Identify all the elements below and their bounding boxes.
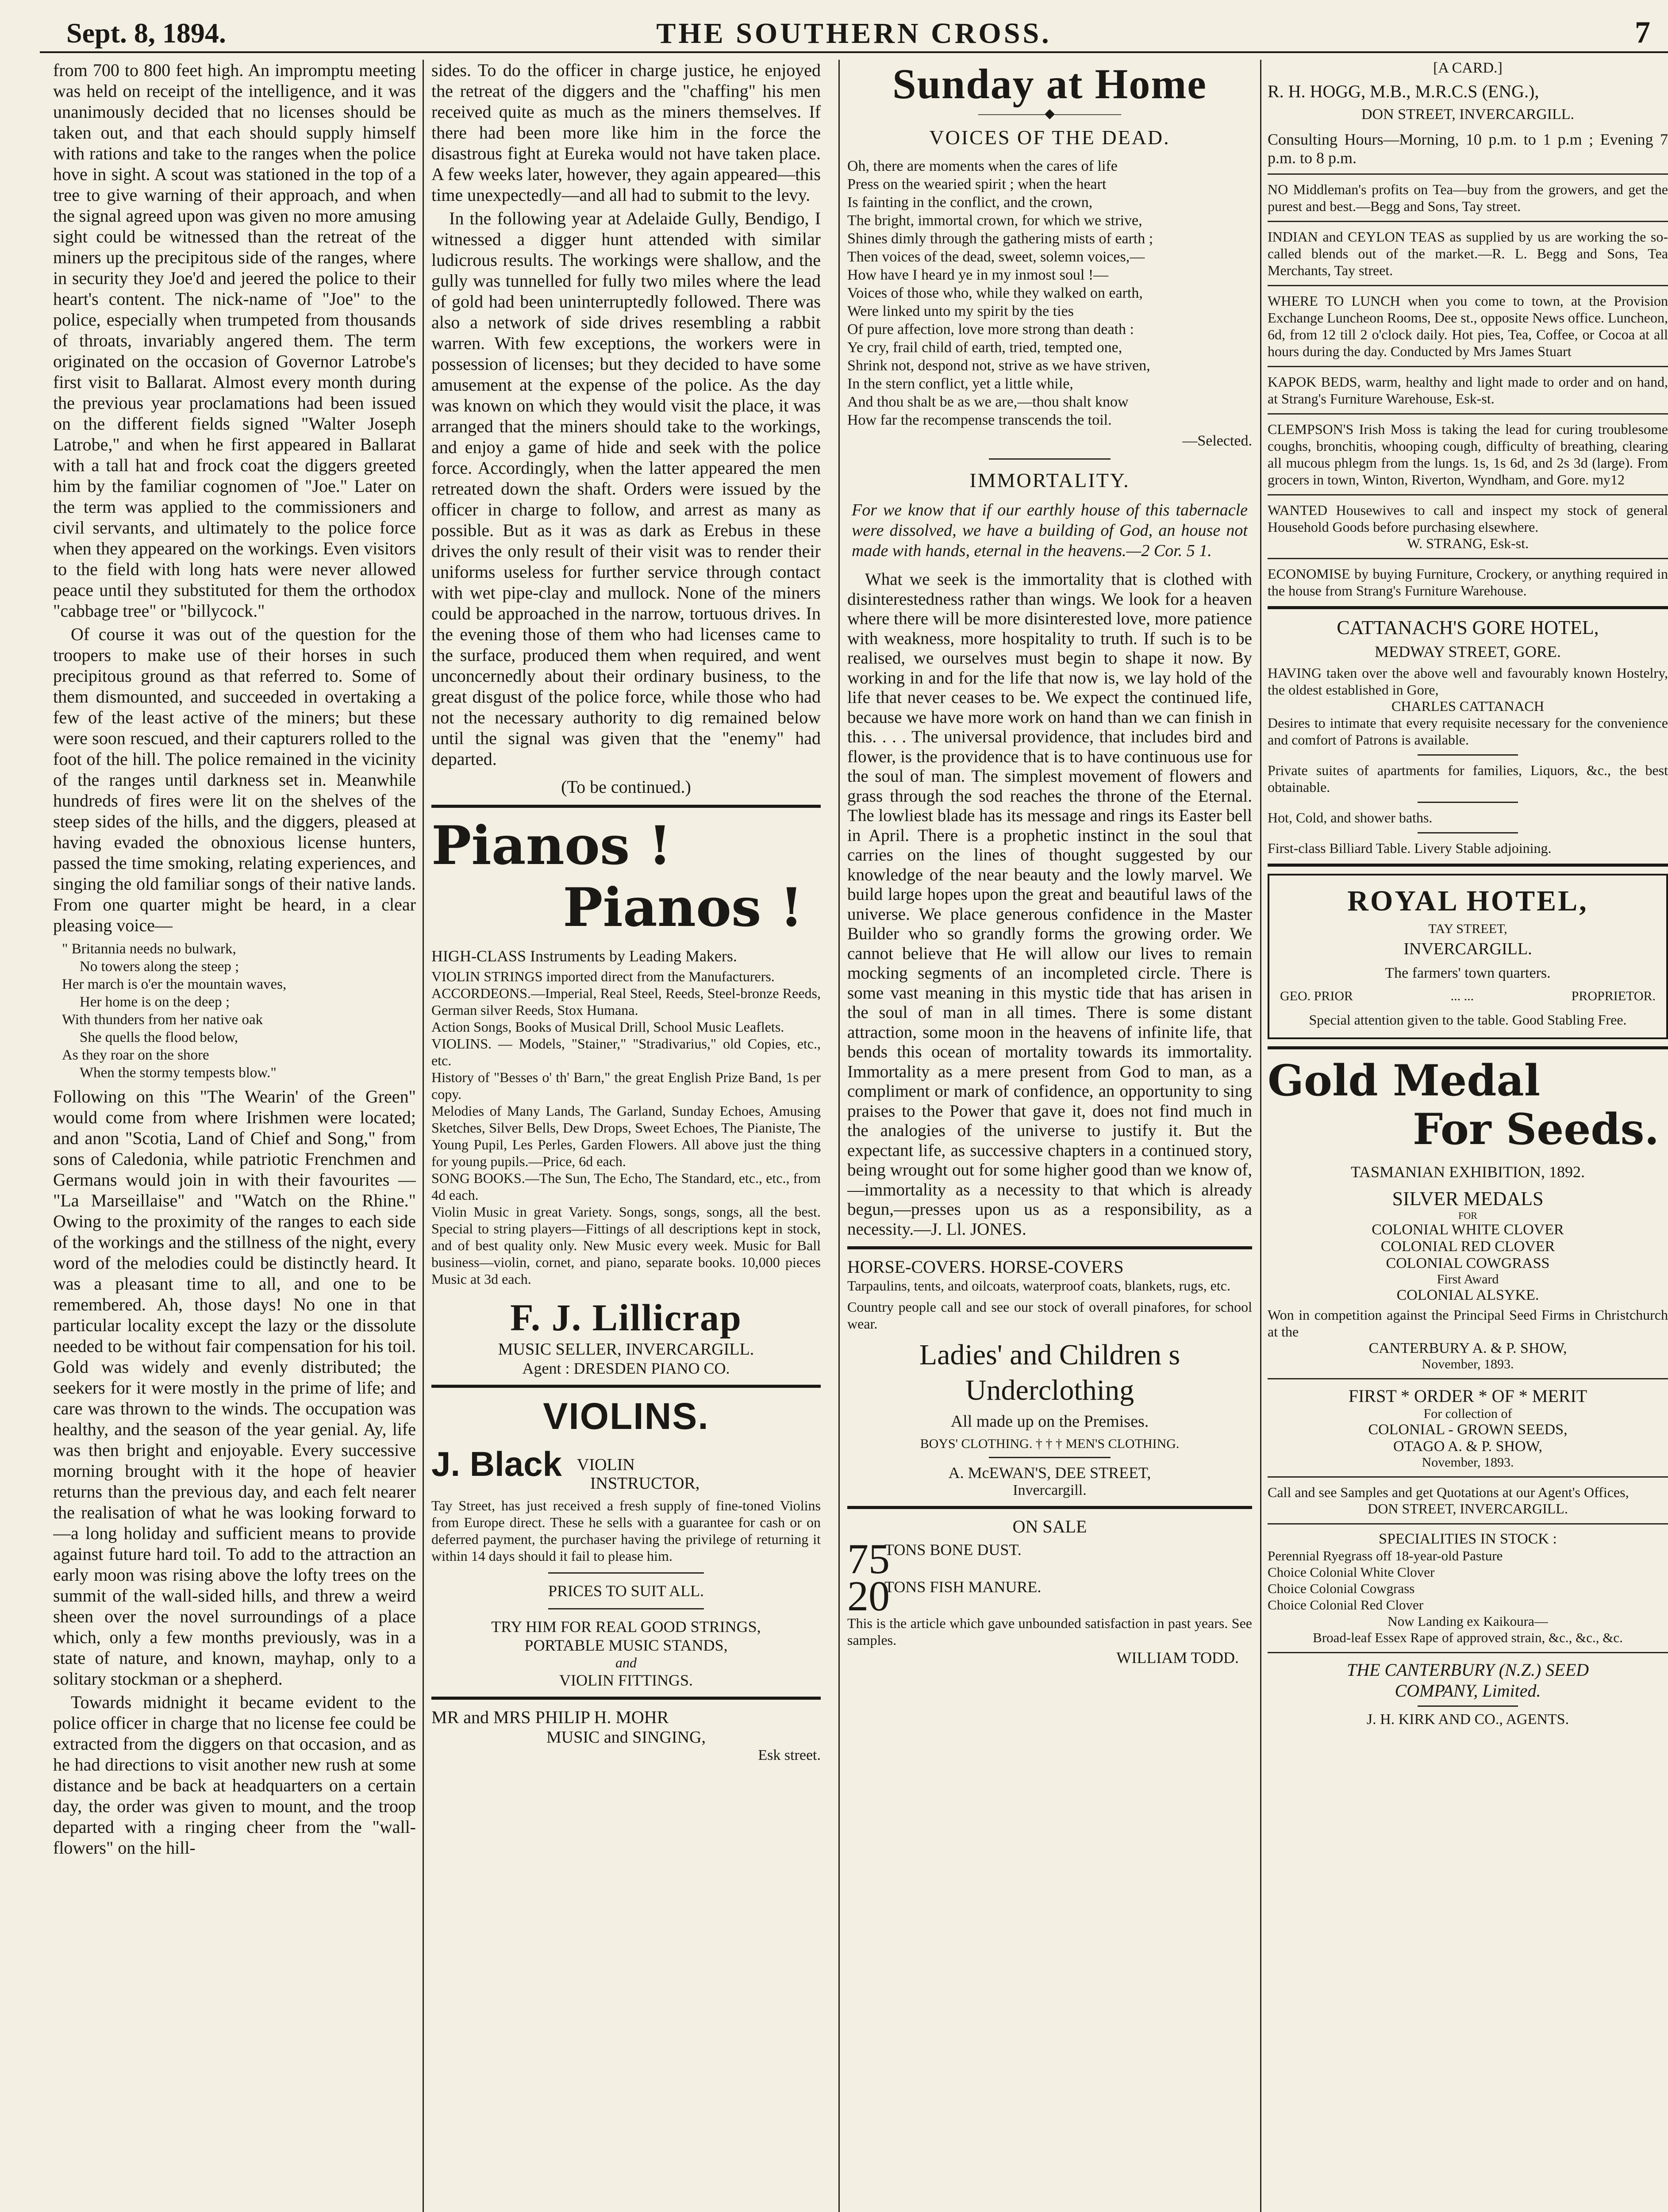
verse-line: Shines dimly through the gathering mists of earth ; <box>847 230 1153 247</box>
verse-line: The bright, immortal crown, for which we strive, <box>847 212 1142 229</box>
violins-advert <box>431 1395 821 1690</box>
verse-line: Were linked unto my spirit by the ties <box>847 303 1074 319</box>
divider <box>1418 754 1518 756</box>
seller-name: F. J. Lillicrap <box>510 1296 742 1339</box>
advert-line: For collection of <box>1423 1406 1512 1421</box>
advert-line: Action Songs, Books of Musical Drill, School Music Leaflets. <box>431 1019 784 1035</box>
violins-headline: VIOLINS. <box>543 1395 709 1437</box>
small-advert: WANTED Housewives to call and inspect my stock of general Household Goods before purchasing elsewhere. <box>1268 502 1668 535</box>
divider <box>1418 832 1518 833</box>
column-rule <box>423 60 424 2212</box>
article-paragraph: Of course it was out of the question for the troopers to make use of their horses in such precipitous ground as that referred to. Some of them dismounted, and succeeded in overtaking a few of the least active of the miners; but these were soon rescued, and their capturers rolled to the foot of the hill. The police remained in the vicinity of the ranges until darkness set in. Meanwhile hundreds of fires were lit on the shelves of the steep sides of the hills, and the diggers, pleased at having evaded the obnoxious license hunters, passed the time smoking, relating experiences, and singing the old familiar songs of their native lands. From one quarter might be heard, in a clear pleasing voice— <box>53 624 416 935</box>
small-advert: INDIAN and CEYLON TEAS as supplied by us are working the so-called blends out of the market.—R. L. Begg and Sons, Tea Merchants, Tay street. <box>1268 229 1668 278</box>
column-rule <box>1260 60 1261 2212</box>
divider <box>1268 1652 1668 1653</box>
advert-line: HORSE-COVERS. HORSE-COVERS <box>847 1257 1124 1277</box>
stock-line: Choice Colonial Cowgrass <box>1268 1581 1415 1596</box>
advert-line: November, 1893. <box>1422 1455 1514 1470</box>
advert-title: ON SALE <box>1012 1517 1087 1536</box>
royal-hotel-advert <box>1268 874 1668 1039</box>
advert-line: DON STREET, INVERCARGILL. <box>1361 106 1574 123</box>
advert-line: ACCORDEONS.—Imperial, Real Steel, Reeds, Steel-bronze Reeds, German silver Reeds, Stox Humana. <box>431 985 821 1018</box>
advert-line: Consulting Hours—Morning, 10 p.m. to 1 p.m ; Evening 7 p.m. to 8 p.m. <box>1268 131 1668 167</box>
small-advert: KAPOK BEDS, warm, healthy and light made to order and on hand, at Strang's Furniture Warehouse, Esk-st. <box>1268 374 1668 407</box>
advert-line: and <box>615 1655 637 1671</box>
gold-medal-headline: Gold Medal <box>1268 1056 1541 1106</box>
verse-line: When the stormy tempests blow." <box>80 1065 277 1081</box>
teacher-name: J. Black <box>431 1444 562 1483</box>
advert-line: Special attention given to the table. Good Stabling Free. <box>1309 1012 1627 1028</box>
verse-line: With thunders from her native oak <box>62 1012 263 1028</box>
advert-line: All made up on the Premises. <box>950 1412 1149 1431</box>
advert-line: SONG BOOKS.—The Sun, The Echo, The Standard, etc., etc., from 4d each. <box>431 1170 821 1203</box>
verse-line: Is fainting in the conflict, and the crown, <box>847 194 1093 211</box>
column-rule <box>838 60 840 2212</box>
verse-line: Then voices of the dead, sweet, solemn voices,— <box>847 249 1145 265</box>
pianos-headline: Pianos ! <box>563 876 803 939</box>
company-name: COMPANY, Limited. <box>1395 1681 1541 1701</box>
verse-line: How far the recompense transcends the toil. <box>847 412 1112 428</box>
gold-medal-headline: For Seeds. <box>1412 1104 1659 1154</box>
advert-line: CHARLES CATTANACH <box>1391 698 1544 714</box>
advert-line: FIRST * ORDER * OF * MERIT <box>1348 1386 1587 1406</box>
advert-line: Melodies of Many Lands, The Garland, Sunday Echoes, Amusing Sketches, Silver Bells, Dew Drops, Sweet Echoes, The Pianiste, The Young Pupil, Les Perles, Garden Flowers. All above just the thing for young pupils.—Price, 6d each. <box>431 1103 821 1169</box>
todd-advert <box>847 1516 1252 1667</box>
divider <box>847 1506 1252 1509</box>
divider <box>1268 1523 1668 1525</box>
verse-line: Ye cry, frail child of earth, tried, tempted one, <box>847 339 1122 356</box>
poem <box>847 157 1252 429</box>
essay-paragraph: What we seek is the immortality that is clothed with disinterestedness rather than wings. We look for a heaven where there will be more disinterested love, more patience with weakness, more hospitality to truth. If such is to be realised, we ourselves must begin to shape it now. By working in and for the life that now is, we lay hold of the life that never ceases to be. We expect the continued life, because we have more work on hand than we can finish in this. . . . The universal providence, that includes bird and flower, is the providence that is to have continuous use for the soul of man. The simplest movement of flowers and grass through the sod reaches the throne of the Eternal. The lowliest blade has its message and rings its Easter bell in April. There is a prophetic instinct in the soul that carries on the lines of thought suggested by our knowledge of the near beauty and the lowly marvel. We build large hopes upon the great and beautiful laws of the universe. We place generous confidence in the Master Builder who so grandly forms the growing order. We cannot believe that He will allow our lives to remain mocking segments of an incompleted circle. There is some vast meaning in this mystic tide that has arisen in the soul of man in all times. There is some distant attraction, some moon in the heavens of infinite life, that bends this ocean of mortality towards its immortality. Immortality as a mere present from God to man, as a compliment or mark of confidence, an opportunity to sing praises to the Power that gave it, does not find much in the analogies of the universe to justify it. But the expectant life, as successive chapters in a continued story, being wrought out for some higher good than we know of,—immortality as a necessity to that which is already begun,—presses upon us as a responsibility, as a necessity.—J. Ll. JONES. <box>847 570 1252 1239</box>
verse-line: Shrink not, despond not, strive as we have striven, <box>847 357 1150 374</box>
verse-line: " Britannia needs no bulwark, <box>62 941 236 957</box>
advert-line: BOYS' CLOTHING. † † † MEN'S CLOTHING. <box>920 1436 1180 1451</box>
advert-line: VIOLIN STRINGS imported direct from the Manufacturers. <box>431 968 775 984</box>
column-2 <box>431 60 821 1764</box>
small-advert: CLEMPSON'S Irish Moss is taking the lead for curing troublesome coughs, bronchitis, whooping cough, difficulty of breathing, clearing all mucous phlegm from the lungs. 1s, 1s 6d, and 2s 3d (large). From grocers in town, Winton, Riverton, Wyndham, and Gore. my12 <box>1268 421 1668 488</box>
verse-line: And thou shalt be as we are,—thou shalt know <box>847 394 1129 410</box>
verse-line: She quells the flood below, <box>80 1029 238 1045</box>
seed-line: COLONIAL WHITE CLOVER <box>1372 1221 1564 1238</box>
verse-line: Her home is on the deep ; <box>80 994 230 1010</box>
advert-line: MR and MRS PHILIP H. MOHR <box>431 1707 669 1728</box>
article-paragraph: from 700 to 800 feet high. An impromptu meeting was held on receipt of the intelligence, and it was unanimously decided that no licenses should be taken out, and that each should supply himself with rations and take to the ranges when the police hove in sight. A scout was stationed in the top of a tree to give warning of their approach, and when the signal agreed upon was given no more amusing sight could be witnessed than the retreat of the miners up the precipitous side of the ranges, where in security they Joe'd and jeered the police to their heart's content. The nick-name of "Joe" to the police, especially when trumpeted from thousands of throats, invariably angered them. The term originated on the occasion of Governor Latrobe's first visit to Ballarat. Almost every month during the previous year proclamations had been issued on the different fields signed "Walter Joseph Latrobe," and when he first appeared in Ballarat with a tall hat and frock coat the diggers greeted him by the familiar cognomen of "Joe." Later on the term was applied to the commissioners and civil servants, and ultimately to the police force when they appeared on the workings. Even visitors to the field with long hats were never allowed peace until they substituted for them the orthodox "cabbage tree" or "billycock." <box>53 60 416 621</box>
divider <box>1418 1705 1518 1707</box>
advert-line: R. H. HOGG, M.B., M.R.C.S (ENG.), <box>1268 81 1539 101</box>
advert-line: SILVER MEDALS <box>1392 1188 1544 1210</box>
divider <box>1268 413 1668 415</box>
advert-line: COLONIAL - GROWN SEEDS, <box>1368 1421 1568 1438</box>
stock-line: Broad-leaf Essex Rape of approved strain, &c., &c., &c. <box>1313 1630 1623 1645</box>
divider <box>989 1457 1111 1458</box>
masthead-title: THE SOUTHERN CROSS. <box>656 17 1052 50</box>
verse-line: How have I heard ye in my inmost soul !— <box>847 267 1109 283</box>
divider <box>1268 173 1668 175</box>
advert-line: Won in competition against the Principal Seed Firms in Christchurch at the <box>1268 1307 1668 1340</box>
divider <box>431 1697 821 1700</box>
seed-line: COLONIAL COWGRASS <box>1386 1255 1550 1271</box>
advert-line: MEDWAY STREET, GORE. <box>1375 643 1561 661</box>
verse-line: As they roar on the shore <box>62 1047 209 1063</box>
divider <box>1268 864 1668 867</box>
divider <box>1268 558 1668 559</box>
advert-line: Violin Music in great Variety. Songs, songs, songs, all the best. Special to string players—Fittings of all descriptions kept in stock, and of best quality only. New Music every week. Music for Ball business—violin, cornet, and piano, separate books. 10,000 pieces Music at 3d each. <box>431 1204 821 1287</box>
quantity: 75 <box>847 1535 890 1582</box>
seed-line: COLONIAL ALSYKE. <box>1396 1287 1539 1303</box>
advert-line: PORTABLE MUSIC STANDS, <box>524 1636 728 1655</box>
divider <box>548 1608 704 1609</box>
advert-line: TASMANIAN EXHIBITION, 1892. <box>1350 1163 1585 1181</box>
article-paragraph: sides. To do the officer in charge justice, he enjoyed the retreat of the diggers and the "chaffing" his men received quite as much as the miners themselves. If there had been more like him in the force the disastrous fight at Eureka would not have taken place. A few weeks later, however, they again appeared—this time unexpectedly—and all had to submit to the levy. <box>431 60 821 205</box>
seller-title: MUSIC SELLER, INVERCARGILL. <box>498 1340 754 1359</box>
verse-line: Of pure affection, love more strong than death : <box>847 321 1134 338</box>
advert-line: CANTERBURY A. & P. SHOW, <box>1368 1340 1567 1356</box>
advert-line: Call and see Samples and get Quotations at our Agent's Offices, <box>1268 1484 1629 1500</box>
card-label: [A CARD.] <box>1433 60 1503 76</box>
advert-line: TONS BONE DUST. <box>884 1541 1022 1559</box>
stock-line: Now Landing ex Kaikoura— <box>1387 1613 1548 1629</box>
small-advert: WHERE TO LUNCH when you come to town, at the Provision Exchange Luncheon Rooms, Dee st., opposite News office. Luncheon, 6d, from 12 till 2 o'clock daily. Hot pies, Tea, Coffee, or Cocoa at all hours during the day. Conducted by Mrs James Stuart <box>1268 293 1668 359</box>
seller-agent: Agent : DRESDEN PIANO CO. <box>522 1359 730 1377</box>
pianos-headline: Pianos ! <box>431 814 672 877</box>
divider <box>548 1572 704 1574</box>
mcewan-advert <box>847 1256 1252 1499</box>
column-4 <box>1268 60 1668 1728</box>
small-advert: ECONOMISE by buying Furniture, Crockery, or anything required in the house from Strang's Furniture Warehouse. <box>1268 566 1668 599</box>
article-paragraph: In the following year at Adelaide Gully, Bendigo, I witnessed a digger hunt attended with similar ludicrous results. The workings were shallow, and the gully was tunnelled for fully two miles where the lead of gold had been uninterruptedly followed. There was also a network of side drives resembling a rabbit warren. With few exceptions, the workers were in possession of licenses; but they decided to have some amusement at the expense of the police. As the day was known on which they would visit the place, it was arranged that the miners should take to the workings, and enjoy a game of hide and seek with the police force. Accordingly, when the latter appeared the men retreated down the shaft. Orders were issued by the officer in charge to follow, and arrest as many as possible. But as it was as dark as Erebus in these drives the only result of their visit was to render their uniforms useless for further service through contact with wet pipe-clay and mullock. None of the miners could be approached in the narrow, tortuous drives. In the evening those of them who had licenses came to the surface, produced them when required, and went unconcernedly about their ordinary business, to the great disgust of the police force, while those who had not the necessary authority to dig remained below until the signal was given that the "enemy" had departed. <box>431 208 821 769</box>
divider <box>1268 1378 1668 1379</box>
advert-line: INVERCARGILL. <box>1403 940 1532 958</box>
verse-line: Press on the wearied spirit ; when the heart <box>847 176 1107 192</box>
verse-line: In the stern conflict, yet a little while, <box>847 376 1073 392</box>
advert-line: History of "Besses o' th' Barn," the great English Prize Band, 1s per copy. <box>431 1069 821 1102</box>
verse-line: Voices of those who, while they walked on earth, <box>847 285 1143 301</box>
column-1 <box>53 60 416 1861</box>
advert-line: First Award <box>1437 1272 1499 1286</box>
advert-line: Hot, Cold, and shower baths. <box>1268 810 1433 826</box>
advert-intro: HIGH-CLASS Instruments by Leading Makers. <box>431 947 737 965</box>
divider <box>1268 1046 1668 1049</box>
divider <box>1268 494 1668 495</box>
advert-line: MUSIC and SINGING, <box>546 1728 706 1747</box>
advert-line: TONS FISH MANURE. <box>884 1578 1042 1596</box>
divider <box>1268 366 1668 367</box>
teacher-role: VIOLIN INSTRUCTOR, <box>576 1455 700 1493</box>
divider <box>989 458 1111 460</box>
advert-line: OTAGO A. & P. SHOW, <box>1393 1438 1542 1455</box>
advert-line: First-class Billiard Table. Livery Stable adjoining. <box>1268 840 1552 856</box>
stock-line: Choice Colonial White Clover <box>1268 1564 1435 1580</box>
page-header <box>40 12 1668 53</box>
scripture-quote: For we know that if our earthly house of this tabernacle were dissolved, we have a building of God, an house not made with hands, eternal in the heavens.—2 Cor. 5 1. <box>852 501 1248 560</box>
advert-line: The farmers' town quarters. <box>1385 965 1551 981</box>
page-number: 7 <box>1635 15 1650 50</box>
advert-line: Tarpaulins, tents, and oilcoats, waterproof coats, blankets, rugs, etc. <box>847 1278 1230 1294</box>
advert-line: Invercargill. <box>1013 1482 1087 1498</box>
company-name: THE CANTERBURY (N.Z.) SEED <box>1346 1660 1589 1680</box>
advert-line: VIOLINS. — Models, "Stainer," "Stradivarius," old Copies, etc., etc. <box>431 1036 821 1068</box>
poem-title: VOICES OF THE DEAD. <box>929 126 1170 149</box>
article-paragraph: Towards midnight it became evident to the police officer in charge that no license fee could be extracted from the diggers on that occasion, and as he had directions to visit another new rush at some distance and be back at headquarters on a certain day, the order was given to mount, and the troop departed with a ringing cheer from the "wall-flowers" on the hill- <box>53 1692 416 1858</box>
advert-line: This is the article which gave unbounded satisfaction in past years. See samples. <box>847 1615 1252 1648</box>
advert-line: A. McEWAN'S, DEE STREET, <box>948 1464 1151 1482</box>
advert-line: Country people call and see our stock of overall pinafores, for school wear. <box>847 1299 1252 1332</box>
hotel-name: CATTANACH'S GORE HOTEL, <box>1337 617 1599 638</box>
divider <box>1268 285 1668 286</box>
section-title: Sunday at Home <box>892 60 1207 108</box>
advert-signature: WILLIAM TODD. <box>1116 1649 1239 1667</box>
verse-line: Oh, there are moments when the cares of life <box>847 158 1118 174</box>
ladies-headline: Ladies' and Children s <box>919 1339 1180 1371</box>
advert-line: HAVING taken over the above well and favourably known Hostelry, the oldest established in Gore, <box>1268 665 1668 698</box>
advert-line: FOR <box>1458 1210 1477 1221</box>
advert-line: TAY STREET, <box>1428 922 1507 936</box>
agents-line: J. H. KIRK AND CO., AGENTS. <box>1366 1711 1569 1728</box>
hogg-advert <box>1268 81 1668 167</box>
seed-advert <box>1268 1056 1668 1728</box>
ladies-headline: Underclothing <box>965 1374 1134 1406</box>
advert-line: DON STREET, INVERCARGILL. <box>1368 1501 1568 1517</box>
advert-line: SPECIALITIES IN STOCK : <box>1379 1531 1557 1547</box>
advert-body: Tay Street, has just received a fresh supply of fine-toned Violins from Europe direct. These he sells with a guarantee for cash or on deferred payment, the purchaser having the privilege of returning it within 14 days should it fail to please him. <box>431 1498 821 1564</box>
advert-line: Esk street. <box>758 1747 821 1764</box>
column-3 <box>847 60 1252 1667</box>
cattanach-advert <box>1268 616 1668 856</box>
advert-line: VIOLIN FITTINGS. <box>559 1671 693 1690</box>
proprietor-line: GEO. PRIOR ... ... PROPRIETOR. <box>1280 989 1656 1003</box>
stock-line: Choice Colonial Red Clover <box>1268 1597 1424 1613</box>
advert-line: Private suites of apartments for families, Liquors, &c., the best obtainable. <box>1268 762 1668 795</box>
advert-line: Desires to intimate that every requisite necessary for the convenience and comfort of Patrons is available. <box>1268 715 1668 748</box>
issue-date: Sept. 8, 1894. <box>66 17 226 49</box>
verse-line: Her march is o'er the mountain waves, <box>62 976 287 992</box>
article-paragraph: Following on this "The Wearin' of the Green" would come from where Irishmen were located; and anon "Scotia, Land of Chief and Song," from sons of Caledonia, while patriotic Frenchmen and Germans would join in with their favourites — "La Marseillaise" and "Watch on the Rhine." Owing to the proximity of the ranges to each side of the workings and the stillness of the night, every word of the melodies could be distinctly heard. It was a pleasant time to all, and one to be remembered. Ah, those days! No one in that particular locality except the lazy or the dissolute needed to be without fair compensation for his toil. Gold was widely and evenly distributed; the seekers for it were mostly in the prime of life; and care was thrown to the winds. The occupation was healthy, and the season of the year genial. Ay, life was then bright and enjoyable. Every successive morning brought with it the hope of heavier returns than the previous day, and each felt nearer the realisation of what he was looking forward to—a long holiday and sufficient means to provide against future hard toil. To add to the attraction an early moon was rising above the lofty trees on the summit of the wall-sided hills, and threw a weird sheen over the novel surroundings of a place which, only a few months previously, was in a state of nature, and known, mayhap, only to a solitary stockman or a shepherd. <box>53 1087 416 1689</box>
continued-note: (To be continued.) <box>561 777 691 797</box>
mohr-advert <box>431 1707 821 1764</box>
verse-line: No towers along the steep ; <box>80 959 239 975</box>
divider <box>431 1385 821 1388</box>
song-verse <box>62 940 416 1082</box>
hotel-name: ROYAL HOTEL, <box>1347 885 1588 917</box>
divider <box>1268 221 1668 222</box>
poem-source: —Selected. <box>1182 433 1252 449</box>
divider <box>431 805 821 808</box>
divider <box>847 1246 1252 1249</box>
prices-line: PRICES TO SUIT ALL. <box>548 1582 704 1600</box>
ornament-icon: ―――――◆――――― <box>978 106 1122 121</box>
small-advert: NO Middleman's profits on Tea—buy from the growers, and get the purest and best.—Begg and Sons, Tay street. <box>1268 181 1668 214</box>
divider <box>1418 802 1518 803</box>
advert-signature: W. STRANG, Esk-st. <box>1407 535 1529 551</box>
divider <box>1268 606 1668 609</box>
pianos-advert <box>431 815 821 1378</box>
stock-line: Perennial Ryegrass off 18-year-old Pasture <box>1268 1548 1503 1563</box>
advert-line: November, 1893. <box>1422 1357 1514 1371</box>
seed-line: COLONIAL RED CLOVER <box>1380 1238 1555 1255</box>
quantity: 20 <box>847 1572 890 1620</box>
essay-title: IMMORTALITY. <box>969 469 1130 492</box>
advert-line: TRY HIM FOR REAL GOOD STRINGS, <box>491 1618 761 1636</box>
divider <box>1268 1476 1668 1478</box>
